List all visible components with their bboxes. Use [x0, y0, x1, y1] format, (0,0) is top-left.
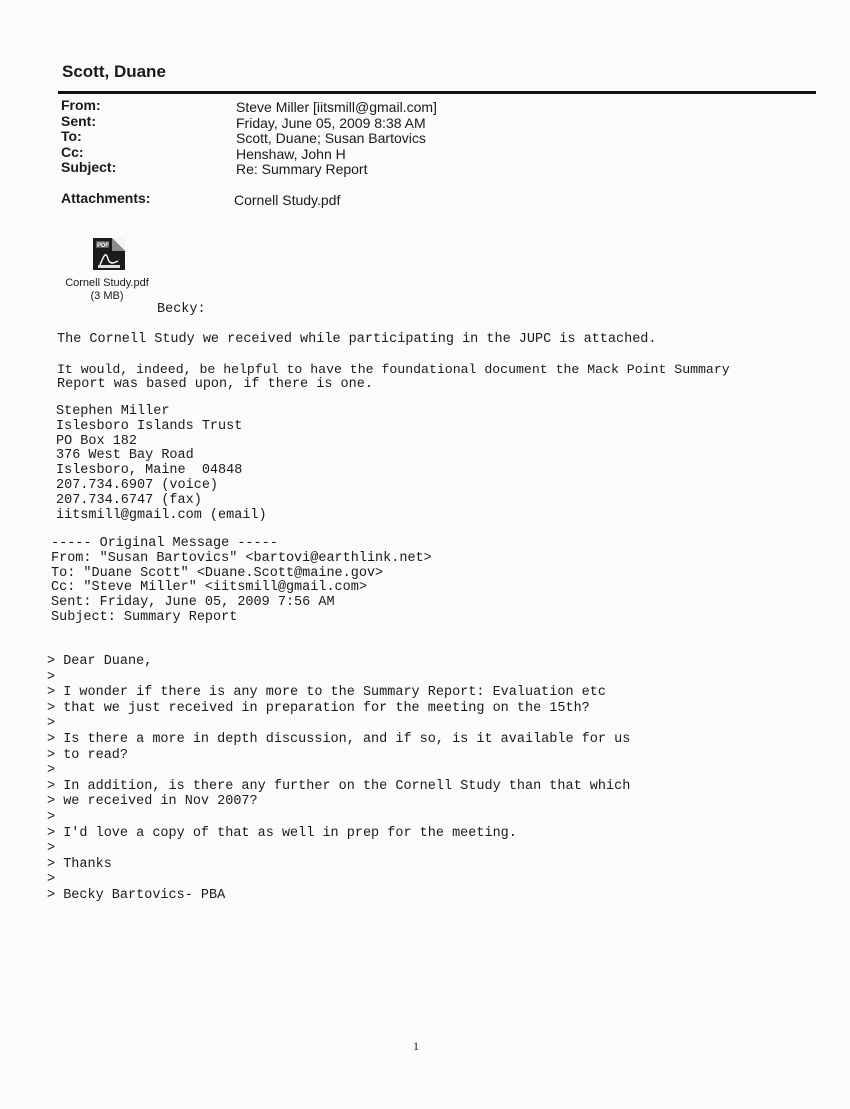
quoted-line: > I wonder if there is any more to the Summary Report: Evaluation etc — [47, 685, 606, 701]
original-subject: Subject: Summary Report — [51, 609, 238, 625]
original-sent: Sent: Friday, June 05, 2009 7:56 AM — [51, 595, 335, 611]
attachment-caption[interactable] — [62, 277, 152, 303]
cc-label: Cc: — [61, 144, 84, 160]
original-cc: Cc: "Steve Miller" <iitsmill@gmail.com> — [51, 580, 367, 596]
signature-line: PO Box 182 — [56, 433, 138, 449]
quoted-line: > we received in Nov 2007? — [47, 794, 258, 810]
signature-line: Islesboro Islands Trust — [56, 418, 243, 434]
to-label: To: — [61, 128, 82, 144]
greeting: Becky: — [157, 302, 206, 317]
quoted-line: > — [47, 841, 56, 857]
signature-line: 376 West Bay Road — [56, 448, 194, 464]
sent-label: Sent: — [61, 113, 96, 129]
body-paragraph-1: The Cornell Study we received while participating in the JUPC is attached. — [57, 332, 657, 347]
body-paragraph-2-line-2: Report was based upon, if there is one. — [57, 377, 373, 392]
signature-line: Islesboro, Maine 04848 — [56, 463, 243, 479]
attachments-value[interactable]: Cornell Study.pdf — [234, 192, 341, 208]
quoted-line: > Becky Bartovics- PBA — [47, 887, 226, 903]
subject-value: Re: Summary Report — [236, 161, 368, 177]
mailbox-owner: Scott, Duane — [62, 62, 166, 81]
quoted-message — [47, 654, 630, 904]
quoted-line: > Is there a more in depth discussion, and if so, is it available for us — [47, 731, 631, 747]
page-number: 1 — [413, 1039, 419, 1053]
quoted-line: > — [47, 872, 56, 888]
subject-label: Subject: — [61, 159, 117, 175]
original-message-header — [51, 537, 432, 626]
body-paragraph-2-line-1: It would, indeed, be helpful to have the foundational document the Mack Point Summary — [57, 362, 730, 377]
quoted-line: > Dear Duane, — [47, 654, 153, 669]
signature-line: Stephen Miller — [56, 404, 170, 419]
signature-email[interactable]: iitsmill@gmail.com (email) — [56, 507, 267, 523]
quoted-line: > to read? — [47, 747, 129, 763]
from-label: From: — [61, 97, 101, 113]
from-value: Steve Miller [iitsmill@gmail.com] — [236, 99, 437, 115]
quoted-line: > — [47, 716, 56, 732]
sent-value: Friday, June 05, 2009 8:38 AM — [236, 115, 426, 131]
attachment-filename: Cornell Study.pdf — [65, 277, 149, 289]
quoted-line: > that we just received in preparation for the meeting on the 15th? — [47, 700, 590, 716]
quoted-line: > Thanks — [47, 856, 112, 872]
quoted-line: > — [47, 809, 56, 825]
attachments-label: Attachments: — [61, 190, 151, 206]
attachment-size: (3 MB) — [90, 290, 124, 302]
header-divider — [58, 91, 816, 94]
quoted-line: > In addition, is there any further on the Cornell Study than that which — [47, 778, 631, 794]
original-from: From: "Susan Bartovics" <bartovi@earthlink.net> — [51, 550, 432, 566]
quoted-line: > I'd love a copy of that as well in prep for the meeting. — [47, 825, 517, 841]
to-value: Scott, Duane; Susan Bartovics — [236, 130, 426, 146]
pdf-file-icon[interactable] — [92, 237, 126, 271]
pdf-icon-label: PDF — [97, 243, 109, 249]
quoted-line: > — [47, 669, 56, 685]
quoted-line: > — [47, 763, 56, 779]
signature-line: 207.734.6907 (voice) — [56, 477, 219, 493]
original-separator: ----- Original Message ----- — [51, 536, 278, 551]
signature-block — [56, 405, 267, 523]
cc-value: Henshaw, John H — [236, 146, 346, 162]
signature-line: 207.734.6747 (fax) — [56, 492, 202, 508]
original-to: To: "Duane Scott" <Duane.Scott@maine.gov> — [51, 565, 384, 581]
